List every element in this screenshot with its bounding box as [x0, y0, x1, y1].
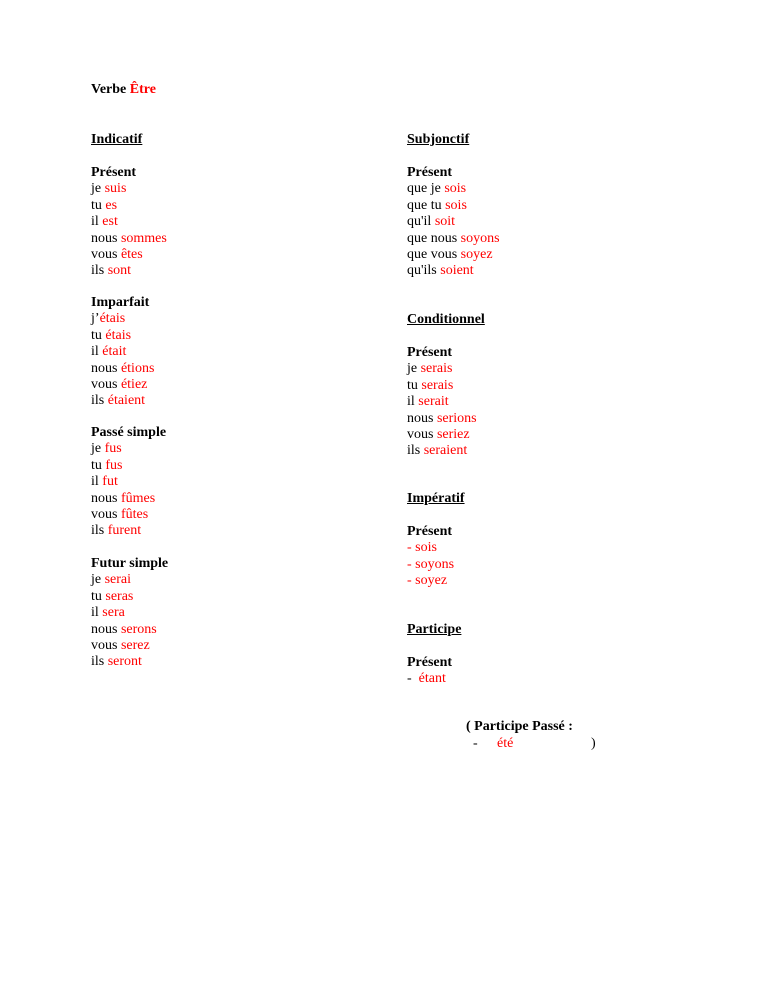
conjugation-row [407, 394, 477, 410]
verb-form: soyez [460, 247, 493, 263]
pronoun: nous [91, 621, 121, 637]
title-verb: Être [129, 82, 156, 97]
conjugation-row [407, 198, 500, 214]
verb-form: soyons [460, 230, 500, 246]
conjugation-row [91, 344, 154, 360]
verb-form: soit [434, 214, 456, 230]
pronoun: ils [91, 393, 108, 409]
indicatif-imparfait-block [91, 295, 154, 410]
verb-form: fut [102, 474, 118, 490]
pronoun: j’ [91, 311, 100, 327]
verb-form: sommes [120, 230, 167, 246]
verb-form: serais [421, 377, 454, 393]
pronoun: vous [91, 377, 121, 393]
verb-form: fûtes [120, 507, 149, 523]
pronoun: je [91, 572, 105, 588]
participe-passe-label: ( Participe Passé : [466, 719, 573, 734]
imperatif-heading: Impératif [407, 491, 465, 506]
pronoun: nous [91, 360, 121, 376]
conjugation-row [91, 361, 154, 377]
tense-label: Présent [91, 165, 137, 180]
subjonctif-present-block [407, 165, 500, 280]
verb-form: soyons [415, 556, 455, 572]
verb-form: étant [418, 671, 446, 687]
conjugation-row [91, 263, 167, 279]
conjugation-row [91, 523, 166, 539]
pronoun: nous [407, 410, 437, 426]
conjugation-row [91, 311, 154, 327]
pronoun: tu [407, 377, 422, 393]
verb-form: seront [107, 654, 142, 670]
tense-label: Présent [407, 165, 453, 180]
conjugation-row [91, 198, 167, 214]
pronoun: il [91, 474, 103, 490]
pronoun: ils [407, 443, 424, 459]
verb-form: serez [120, 638, 150, 654]
verb-form: sois [444, 181, 467, 197]
pronoun: - [407, 573, 416, 589]
pronoun: qu'ils [407, 263, 441, 279]
subjonctif-heading: Subjonctif [407, 132, 470, 147]
conjugation-row [407, 443, 477, 459]
conjugation-row [91, 393, 154, 409]
verb-form: étaient [107, 393, 146, 409]
verb-form: soyez [415, 573, 448, 589]
verb-form: étions [120, 360, 155, 376]
pronoun: il [91, 605, 103, 621]
conjugation-row [407, 573, 454, 589]
tense-label: Passé simple [91, 425, 167, 440]
pronoun: - [407, 671, 419, 687]
conjugation-row [91, 181, 167, 197]
verb-form: suis [104, 181, 127, 197]
conjugation-row [91, 572, 168, 588]
pronoun: je [91, 441, 105, 457]
pronoun: il [91, 214, 103, 230]
indicatif-passe-simple-block [91, 425, 166, 540]
conjugation-row [407, 557, 454, 573]
conjugation-row [91, 474, 166, 490]
conditionnel-heading: Conditionnel [407, 312, 485, 327]
document-title [91, 82, 156, 98]
verb-form: serai [104, 572, 132, 588]
imperatif-present-block [407, 524, 454, 590]
verb-form: fus [104, 441, 122, 457]
conjugation-row [91, 231, 167, 247]
conjugation-row [407, 181, 500, 197]
conjugation-row [91, 507, 166, 523]
conjugation-row [91, 214, 167, 230]
conjugation-row [91, 654, 168, 670]
conjugation-row [91, 638, 168, 654]
tense-label: Imparfait [91, 295, 150, 310]
verb-form: étais [105, 327, 132, 343]
verb-form: es [105, 197, 118, 213]
pronoun: il [91, 344, 103, 360]
conjugation-row [407, 427, 477, 443]
pronoun: je [407, 361, 421, 377]
conjugation-row [91, 605, 168, 621]
conjugation-row [407, 361, 477, 377]
pronoun: - [407, 556, 416, 572]
tense-label: Présent [407, 345, 453, 360]
pronoun: que nous [407, 230, 461, 246]
verb-form: serais [420, 361, 453, 377]
conjugation-row [407, 231, 500, 247]
pronoun: tu [91, 588, 106, 604]
verb-form: seraient [423, 443, 468, 459]
verb-form: sera [102, 605, 125, 621]
pronoun: tu [91, 327, 106, 343]
verb-form: étiez [120, 377, 148, 393]
pronoun: tu [91, 457, 106, 473]
verb-form: êtes [120, 247, 143, 263]
verb-form: soient [440, 263, 474, 279]
pronoun: ils [91, 523, 108, 539]
verb-form: fus [105, 457, 123, 473]
participe-heading: Participe [407, 622, 462, 637]
pronoun: ils [91, 654, 108, 670]
pronoun: qu'il [407, 214, 435, 230]
conjugation-row [407, 671, 452, 687]
tense-label: Présent [407, 524, 453, 539]
pronoun: nous [91, 230, 121, 246]
conjugation-row [407, 411, 477, 427]
conjugation-row [407, 378, 477, 394]
participe-passe-close: ) [591, 736, 596, 751]
pronoun: vous [91, 247, 121, 263]
conjugation-row [91, 491, 166, 507]
verb-form: seriez [436, 427, 470, 443]
conjugation-row [91, 458, 166, 474]
tense-label: Présent [407, 655, 453, 670]
verb-form: seras [105, 588, 134, 604]
participe-passe-dash: - [473, 736, 478, 751]
verb-form: était [102, 344, 127, 360]
conditionnel-present-block [407, 345, 477, 460]
indicatif-present-block [91, 165, 167, 280]
verb-form: sont [107, 263, 132, 279]
verb-form: serait [418, 394, 449, 410]
conjugation-row [91, 589, 168, 605]
pronoun: vous [407, 427, 437, 443]
pronoun: il [407, 394, 419, 410]
pronoun: ils [91, 263, 108, 279]
tense-label: Futur simple [91, 556, 169, 571]
conjugation-row [91, 622, 168, 638]
pronoun: que tu [407, 197, 446, 213]
pronoun: tu [91, 197, 106, 213]
conjugation-row [407, 214, 500, 230]
verb-form: fûmes [120, 490, 156, 506]
conjugation-row [91, 377, 154, 393]
conjugation-row [91, 247, 167, 263]
conjugation-row [407, 263, 500, 279]
title-prefix: Verbe [91, 82, 130, 97]
verb-form: étais [99, 311, 126, 327]
pronoun: que vous [407, 247, 461, 263]
conjugation-row [91, 328, 154, 344]
indicatif-heading: Indicatif [91, 132, 143, 147]
participe-present-block [407, 655, 452, 688]
verb-form: sois [415, 540, 437, 556]
conjugation-row [91, 441, 166, 457]
pronoun: que je [407, 181, 445, 197]
conjugation-row [407, 540, 454, 556]
pronoun: vous [91, 638, 121, 654]
verb-form: sois [445, 197, 467, 213]
verb-form: est [102, 214, 118, 230]
verb-form: furent [107, 523, 142, 539]
verb-form: serions [436, 410, 477, 426]
pronoun: - [407, 540, 416, 556]
pronoun: nous [91, 490, 121, 506]
indicatif-futur-simple-block [91, 556, 168, 671]
pronoun: vous [91, 507, 121, 523]
pronoun: je [91, 181, 105, 197]
participe-passe-form: été [497, 736, 514, 751]
conjugation-row [407, 247, 500, 263]
verb-form: serons [120, 621, 157, 637]
